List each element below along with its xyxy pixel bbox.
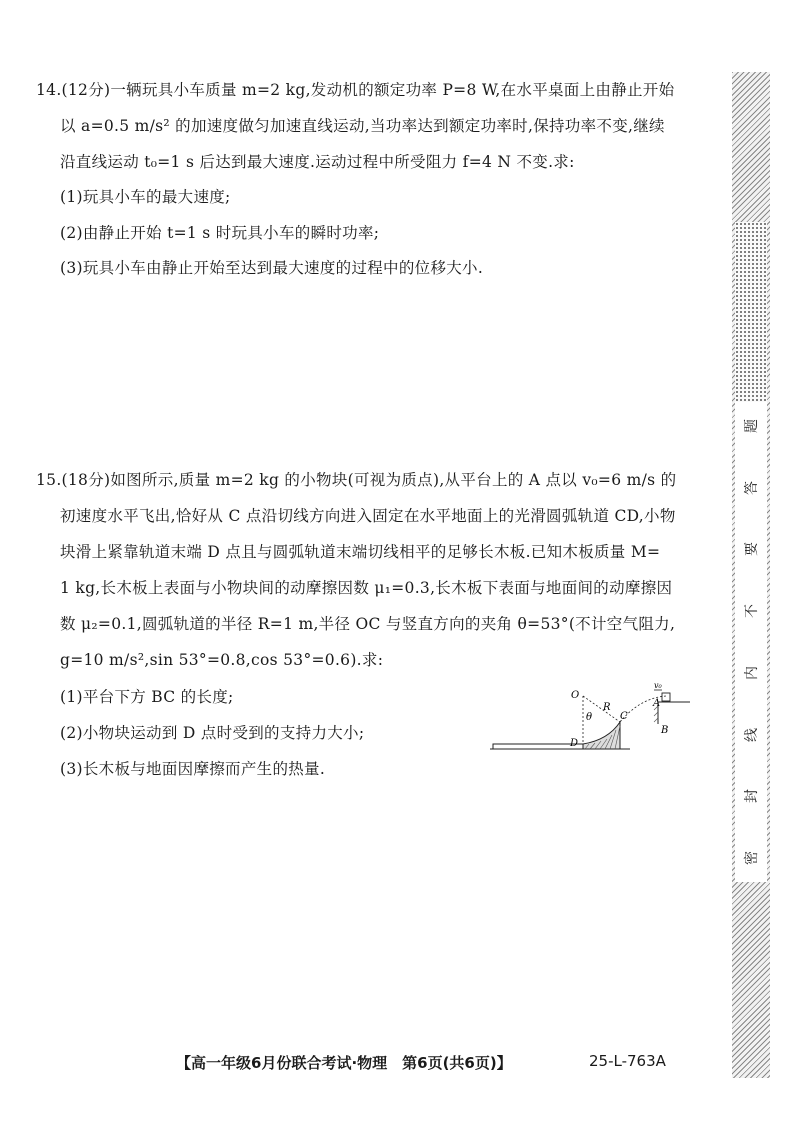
label-d: D bbox=[570, 738, 579, 749]
label-v0: v₀ bbox=[654, 681, 662, 690]
exam-code: 25-L-763A bbox=[589, 1052, 666, 1070]
q14-line-1: 14.(12分)一辆玩具小车质量 m=2 kg,发动机的额定功率 P=8 W,在水平桌面上由静止开始 bbox=[36, 81, 675, 99]
label-b: B bbox=[661, 725, 669, 736]
q15-line-3: 块滑上紧靠轨道末端 D 点且与圆弧轨道末端切线相平的足够长木板.已知木板质量 M= bbox=[60, 543, 661, 561]
q15-line-5: 数 μ₂=0.1,圆弧轨道的半径 R=1 m,半径 OC 与竖直方向的夹角 θ=53°(不计空气阻力, bbox=[60, 615, 676, 633]
seal-char: 线 bbox=[744, 727, 760, 742]
seal-char: 答 bbox=[744, 480, 760, 495]
q15-line-6: g=10 m/s²,sin 53°=0.8,cos 53°=0.6).求: bbox=[60, 651, 384, 669]
label-c: C bbox=[620, 711, 628, 722]
q14-line-3: 沿直线运动 t₀=1 s 后达到最大速度.运动过程中所受阻力 f=4 N 不变.求: bbox=[60, 153, 575, 171]
seal-band bbox=[735, 402, 767, 882]
q15-line-2: 初速度水平飞出,恰好从 C 点沿切线方向进入固定在水平地面上的光滑圆弧轨道 CD,小物 bbox=[60, 507, 676, 525]
q15-sub-1: (1)平台下方 BC 的长度; bbox=[60, 688, 234, 706]
seal-char: 内 bbox=[744, 665, 760, 680]
track-diagram bbox=[490, 680, 690, 760]
q14-sub-2: (2)由静止开始 t=1 s 时玩具小车的瞬时功率; bbox=[60, 224, 380, 242]
q15-line-1: 15.(18分)如图所示,质量 m=2 kg 的小物块(可视为质点),从平台上的 A 点以 v₀=6 m/s 的 bbox=[36, 471, 677, 489]
q15-line-4: 1 kg,长木板上表面与小物块间的动摩擦因数 μ₁=0.3,长木板下表面与地面间的动摩擦因 bbox=[60, 579, 673, 597]
label-r: R bbox=[603, 702, 611, 713]
label-a: A bbox=[653, 698, 661, 709]
block bbox=[662, 693, 670, 701]
seal-strip bbox=[732, 72, 770, 1078]
page-footer: 【高一年级6月份联合考试·物理 第6页(共6页)】 bbox=[176, 1054, 512, 1072]
q14-line-2: 以 a=0.5 m/s² 的加速度做匀加速直线运动,当功率达到额定功率时,保持功率不变,继续 bbox=[60, 117, 665, 135]
q15-sub-3: (3)长木板与地面因摩擦而产生的热量. bbox=[60, 760, 326, 778]
q15-sub-2: (2)小物块运动到 D 点时受到的支持力大小; bbox=[60, 724, 365, 742]
label-o: O bbox=[571, 690, 580, 701]
seal-char: 密 bbox=[744, 850, 760, 865]
q14-sub-3: (3)玩具小车由静止开始至达到最大速度的过程中的位移大小. bbox=[60, 259, 484, 277]
seal-char: 封 bbox=[744, 789, 760, 804]
seal-char: 要 bbox=[744, 542, 760, 557]
seal-char: 不 bbox=[744, 604, 760, 619]
q14-sub-1: (1)玩具小车的最大速度; bbox=[60, 188, 231, 206]
label-theta: θ bbox=[586, 712, 593, 723]
seal-char: 题 bbox=[744, 419, 760, 433]
